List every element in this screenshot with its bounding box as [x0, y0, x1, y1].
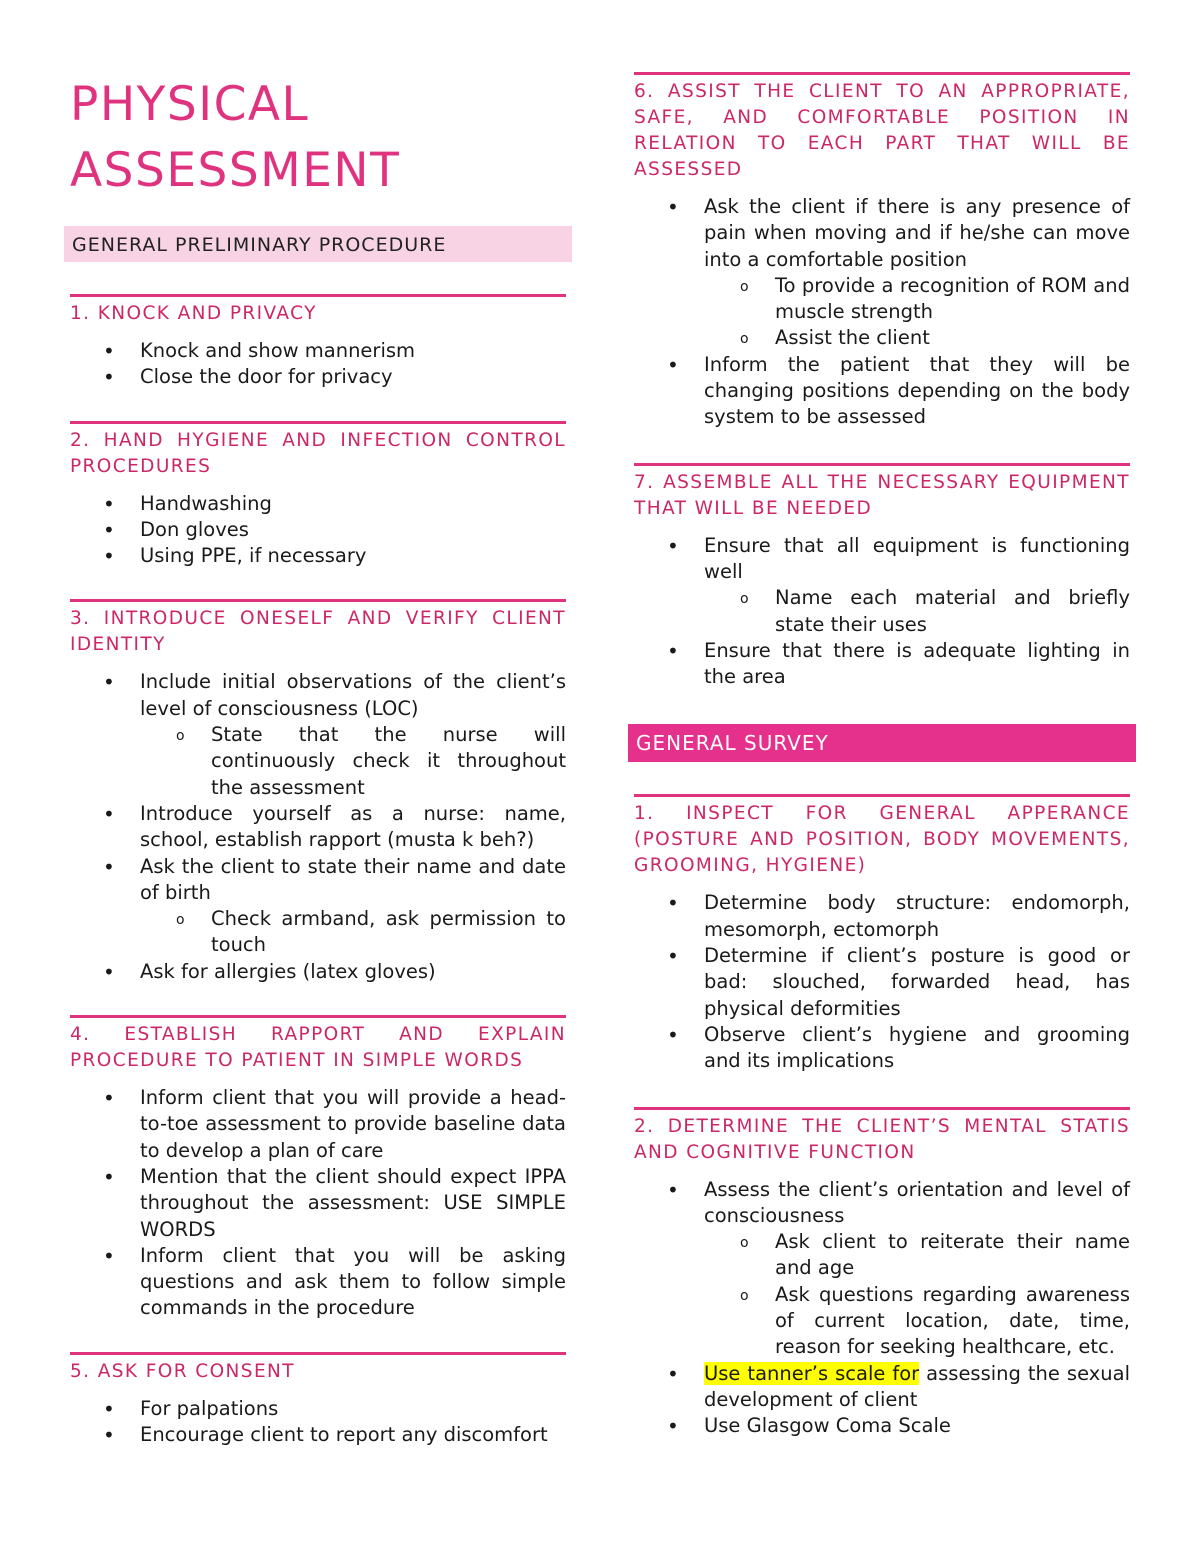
title-line-1: PHYSICAL — [70, 77, 310, 132]
sub-list — [704, 1229, 1130, 1360]
section-mental-status — [634, 1107, 1130, 1440]
list-item: • Use Glasgow Coma Scale — [634, 1413, 1130, 1439]
list-item — [70, 854, 566, 959]
band-general-preliminary-procedure: GENERAL PRELIMINARY PROCEDURE — [64, 226, 572, 262]
sub-list-item: o To provide a recognition of ROM and muscle strength — [704, 273, 1130, 326]
list-item-text: Assess the client’s orientation and level of consciousness — [704, 1177, 1130, 1227]
list-item — [634, 533, 1130, 638]
section-establish-rapport — [70, 1015, 566, 1322]
section-ask-for-consent — [70, 1352, 566, 1449]
list-item: • Don gloves — [70, 517, 566, 543]
section-heading: 2. DETERMINE THE CLIENT’S MENTAL STATIS AND COGNITIVE FUNCTION — [634, 1115, 1130, 1163]
section-rule — [634, 1107, 1130, 1110]
section-assemble-equipment — [634, 463, 1130, 691]
bullet-list — [634, 1177, 1130, 1440]
bullet-list — [634, 890, 1130, 1074]
section-knock-and-privacy — [70, 294, 566, 391]
page-title — [70, 72, 566, 204]
bullet-list — [70, 669, 566, 985]
section-rule — [634, 463, 1130, 466]
sub-list-item: o Ask questions regarding awareness of current location, date, time, reason for seeking healthcare, etc. — [704, 1282, 1130, 1361]
list-item-text: assessing the sexual development of client — [704, 1361, 1130, 1411]
bullet-list — [70, 338, 566, 391]
sub-list-item: o Name each material and briefly state their uses — [704, 585, 1130, 638]
list-item: • Handwashing — [70, 491, 566, 517]
list-item: • Introduce yourself as a nurse: name, school, establish rapport (musta k beh?) — [70, 801, 566, 854]
list-item: • Encourage client to report any discomfort — [70, 1422, 566, 1448]
sub-list — [140, 906, 566, 959]
list-item: • Inform client that you will provide a head-to-toe assessment to provide baseline data to develop a plan of care — [70, 1085, 566, 1164]
list-item: • Using PPE, if necessary — [70, 543, 566, 569]
highlighted-text: Use tanner’s scale for — [704, 1361, 920, 1385]
list-item — [634, 1177, 1130, 1361]
list-item — [634, 1361, 1130, 1414]
section-heading: 7. ASSEMBLE ALL THE NECESSARY EQUIPMENT THAT WILL BE NEEDED — [634, 471, 1130, 519]
list-item-text: Include initial observations of the client’s level of consciousness (LOC) — [140, 670, 566, 720]
list-item: • Close the door for privacy — [70, 364, 566, 390]
list-item: • Inform the patient that they will be changing positions depending on the body system to be assessed — [634, 352, 1130, 431]
section-rule — [70, 294, 566, 297]
section-rule — [70, 421, 566, 424]
sub-list-item: o Assist the client — [704, 325, 1130, 351]
section-rule — [70, 1015, 566, 1018]
list-item — [634, 194, 1130, 352]
bullet-list — [70, 491, 566, 570]
section-heading: 3. INTRODUCE ONESELF AND VERIFY CLIENT IDENTITY — [70, 608, 566, 656]
list-item: • Ensure that there is adequate lighting in the area — [634, 638, 1130, 691]
section-rule — [634, 794, 1130, 797]
list-item-text: Ensure that all equipment is functioning well — [704, 533, 1130, 583]
list-item: • Determine if client’s posture is good or bad: slouched, forwarded head, has physical deformities — [634, 943, 1130, 1022]
sub-list — [140, 722, 566, 801]
list-item: • Mention that the client should expect IPPA throughout the assessment: USE SIMPLE WORDS — [70, 1164, 566, 1243]
sub-list — [704, 585, 1130, 638]
sub-list — [704, 273, 1130, 352]
list-item: • Ask for allergies (latex gloves) — [70, 959, 566, 985]
section-inspect-general-appearance — [634, 794, 1130, 1074]
list-item: • Determine body structure: endomorph, mesomorph, ectomorph — [634, 890, 1130, 943]
bullet-list — [70, 1085, 566, 1322]
list-item: • Observe client’s hygiene and grooming and its implications — [634, 1022, 1130, 1075]
list-item-text: Ask the client if there is any presence of pain when moving and if he/she can move into a comfortable position — [704, 195, 1130, 271]
sub-list-item: o State that the nurse will continuously check it throughout the assessment — [140, 722, 566, 801]
section-heading: 5. ASK FOR CONSENT — [70, 1360, 295, 1382]
list-item: • Knock and show mannerism — [70, 338, 566, 364]
band-general-survey: GENERAL SURVEY — [628, 724, 1136, 762]
section-rule — [70, 1352, 566, 1355]
left-column — [70, 72, 566, 1448]
sub-list-item: o Check armband, ask permission to touch — [140, 906, 566, 959]
list-item: • Inform client that you will be asking questions and ask them to follow simple commands in the procedure — [70, 1243, 566, 1322]
title-line-2: ASSESSMENT — [70, 143, 401, 198]
section-hand-hygiene — [70, 421, 566, 570]
section-rule — [70, 599, 566, 602]
section-rule — [634, 72, 1130, 75]
section-introduce-oneself — [70, 599, 566, 985]
section-heading: 4. ESTABLISH RAPPORT AND EXPLAIN PROCEDURE TO PATIENT IN SIMPLE WORDS — [70, 1024, 566, 1072]
list-item: • For palpations — [70, 1396, 566, 1422]
sub-list-item: o Ask client to reiterate their name and age — [704, 1229, 1130, 1282]
bullet-list — [634, 194, 1130, 431]
list-item — [70, 669, 566, 800]
bullet-list — [70, 1396, 566, 1449]
section-heading: 6. ASSIST THE CLIENT TO AN APPROPRIATE, SAFE, AND COMFORTABLE POSITION IN RELATION TO EACH PART THAT WILL BE ASSESSED — [634, 81, 1130, 180]
section-heading: 1. KNOCK AND PRIVACY — [70, 303, 317, 324]
section-assist-client-position — [634, 72, 1130, 431]
section-heading: 2. HAND HYGIENE AND INFECTION CONTROL PROCEDURES — [70, 429, 566, 477]
right-column — [634, 72, 1130, 1440]
list-item-text: Ask the client to state their name and date of birth — [140, 854, 566, 904]
bullet-list — [634, 533, 1130, 691]
section-heading: 1. INSPECT FOR GENERAL APPERANCE (POSTURE AND POSITION, BODY MOVEMENTS, GROOMING, HYGIENE) — [634, 803, 1130, 877]
